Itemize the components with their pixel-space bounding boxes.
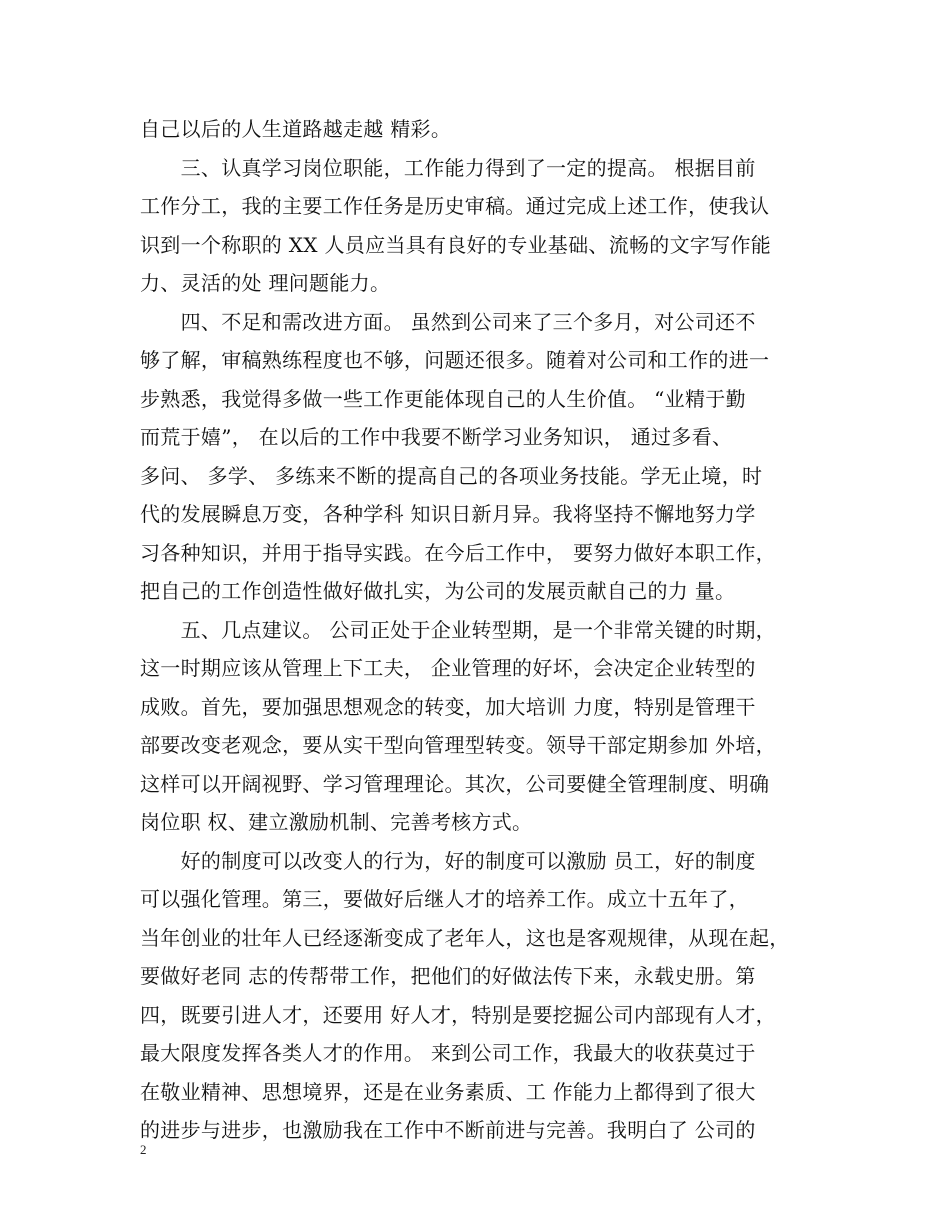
text-line: 部要改变老观念，要从实干型向管理型转变。领导干部定期参加 外培， (140, 733, 776, 757)
text-line: 的进步与进步，也激励我在工作中不断前进与完善。我明白了 公司的 (140, 1118, 756, 1142)
text-line: 力、灵活的处 理问题能力。 (140, 271, 391, 295)
document-body (140, 110, 812, 1150)
text-line: 步熟悉，我觉得多做一些工作更能体现自己的人生价值。 “业精于勤 (140, 386, 746, 411)
text-line: 自己以后的人生道路越走越 精彩。 (140, 117, 452, 141)
text-line: 当年创业的壮年人已经逐渐变成了老年人，这也是客观规律，从现在起， (140, 925, 790, 950)
text-line: 三、认真学习岗位职能，工作能力得到了一定的提高。 根据目前 (140, 155, 756, 180)
text-line: 成败。首先，要加强思想观念的转变，加大培训 力度，特别是管理干 (140, 694, 756, 719)
text-line: 这一时期应该从管理上下工夫， 企业管理的好坏，会决定企业转型的 (140, 656, 756, 680)
text-line: 把自己的工作创造性做好做扎实，为公司的发展贡献自己的力 量。 (140, 579, 736, 603)
page-number: 2 (140, 1142, 147, 1157)
text-line: 而荒于嬉”， 在以后的工作中我要不断学习业务知识， 通过多看、 (140, 425, 733, 449)
text-line: 够了解，审稿熟练程度也不够，问题还很多。随着对公司和工作的进一 (140, 348, 770, 372)
text-line: 工作分工，我的主要工作任务是历史审稿。通过完成上述工作，使我认 (140, 194, 770, 218)
text-line: 识到一个称职的 XX 人员应当具有良好的专业基础、流畅的文字写作能 (140, 232, 772, 257)
text-line: 习各种知识，并用于指导实践。在今后工作中， 要努力做好本职工作， (140, 540, 776, 565)
text-line: 最大限度发挥各类人才的作用。 来到公司工作，我最大的收获莫过于 (140, 1041, 756, 1065)
text-line: 要做好老同 志的传帮带工作，把他们的好做法传下来，永载史册。第 (140, 964, 756, 988)
text-line: 五、几点建议。 公司正处于企业转型期，是一个非常关键的时期， (140, 617, 776, 642)
text-line: 在敬业精神、思想境界，还是在业务素质、工 作能力上都得到了很大 (140, 1079, 756, 1104)
text-line: 四、不足和需改进方面。 虽然到公司来了三个多月，对公司还不 (140, 309, 756, 334)
text-line: 多问、 多学、 多练来不断的提高自己的各项业务技能。学无止境，时 (140, 463, 763, 488)
text-line: 好的制度可以改变人的行为，好的制度可以激励 员工，好的制度 (140, 848, 756, 873)
text-line: 四，既要引进人才，还要用 好人才，特别是要挖掘公司内部现有人才， (140, 1002, 776, 1027)
text-line: 可以强化管理。第三，要做好后继人才的培养工作。成立十五年了， (140, 887, 749, 911)
text-line: 代的发展瞬息万变，各种学科 知识日新月异。我将坚持不懈地努力学 (140, 502, 756, 526)
text-line: 这样可以开阔视野、学习管理理论。其次，公司要健全管理制度、明确 (140, 771, 770, 796)
text-line: 岗位职 权、建立激励机制、完善考核方式。 (140, 810, 533, 834)
